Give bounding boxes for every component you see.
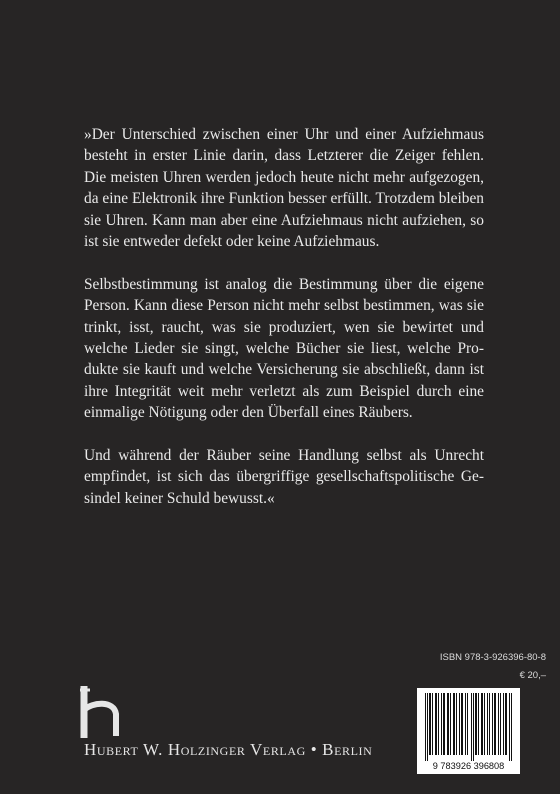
blurb-paragraph: Selbstbestimmung ist analog die Bestimmung über die eigene Person. Kann diese Person nicht mehr selbst bestimmen, was sie trinkt, isst, raucht, was sie produziert, wen sie bewirtet und welche Lieder sie singt, welche Bücher sie liest, welche Produkte sie kauft und welche Versicherung sie abschließt, dann ist ihre Integrität weit mehr verletzt als zum Beispiel durch eine einmalige Nötigung oder den Überfall eines Räubers. [84, 275, 484, 422]
barcode-bar [435, 693, 437, 755]
barcode-bar [503, 693, 504, 755]
barcode-bar [467, 693, 468, 755]
barcode-bar [487, 693, 488, 755]
barcode-bar [429, 693, 431, 755]
barcode-bar [498, 693, 499, 755]
isbn-barcode [417, 688, 520, 774]
barcode-bar [447, 693, 449, 755]
barcode-graphic [418, 689, 519, 773]
barcode-bar [481, 693, 483, 755]
barcode-bar [450, 693, 451, 755]
back-cover-blurb [84, 124, 484, 531]
publisher-name: Hubert W. Holzinger Verlag • Berlin [84, 740, 373, 759]
barcode-bar [500, 693, 501, 755]
barcode-bar [427, 693, 428, 761]
barcode-bar [425, 693, 426, 761]
barcode-bar [453, 693, 455, 755]
barcode-bar [489, 693, 490, 755]
barcode-bar [492, 693, 493, 755]
blurb-paragraph: »Der Unterschied zwischen einer Uhr und einer Aufziehmaus besteht in erster Linie darin, dass Letzterer die Zeiger fehlen. Die meisten Uhren werden jedoch heute nicht mehr aufgezogen, da eine Elektronik ihre Funktion besser erfüllt. Trotzdem bleiben sie Uhren. Kann man aber eine Aufziehmaus nicht aufziehen, so ist sie entweder defekt oder keine Aufziehmaus. [84, 126, 484, 251]
barcode-bar [494, 693, 496, 755]
barcode-bar [484, 693, 485, 755]
barcode-bar [461, 693, 463, 755]
blurb-paragraph: Und während der Räuber seine Handlung selbst als Unrecht empfindet, ist sich das übergriffige gesellschaftspolitische Gesindel keiner Schuld bewusst.« [84, 447, 484, 507]
barcode-bar [471, 693, 472, 761]
barcode-bar [456, 693, 457, 755]
barcode-bar [465, 693, 466, 755]
barcode-bar [438, 693, 439, 755]
barcode-bar [509, 693, 510, 761]
barcode-digits: 9 783926 396808 [432, 761, 505, 771]
barcode-bar [441, 693, 442, 755]
barcode-bar [475, 693, 477, 755]
barcode-bar [473, 693, 474, 761]
barcode-bar [459, 693, 460, 755]
barcode-bar [478, 693, 479, 755]
barcode-bar [505, 693, 507, 755]
isbn-number: ISBN 978-3-926396-80-8 [439, 652, 546, 663]
barcode-bar [511, 693, 512, 761]
barcode-bar [432, 693, 433, 755]
h-letter-logo-icon [80, 686, 126, 738]
barcode-bar [443, 693, 445, 755]
price-label: € 20,– [519, 670, 546, 681]
